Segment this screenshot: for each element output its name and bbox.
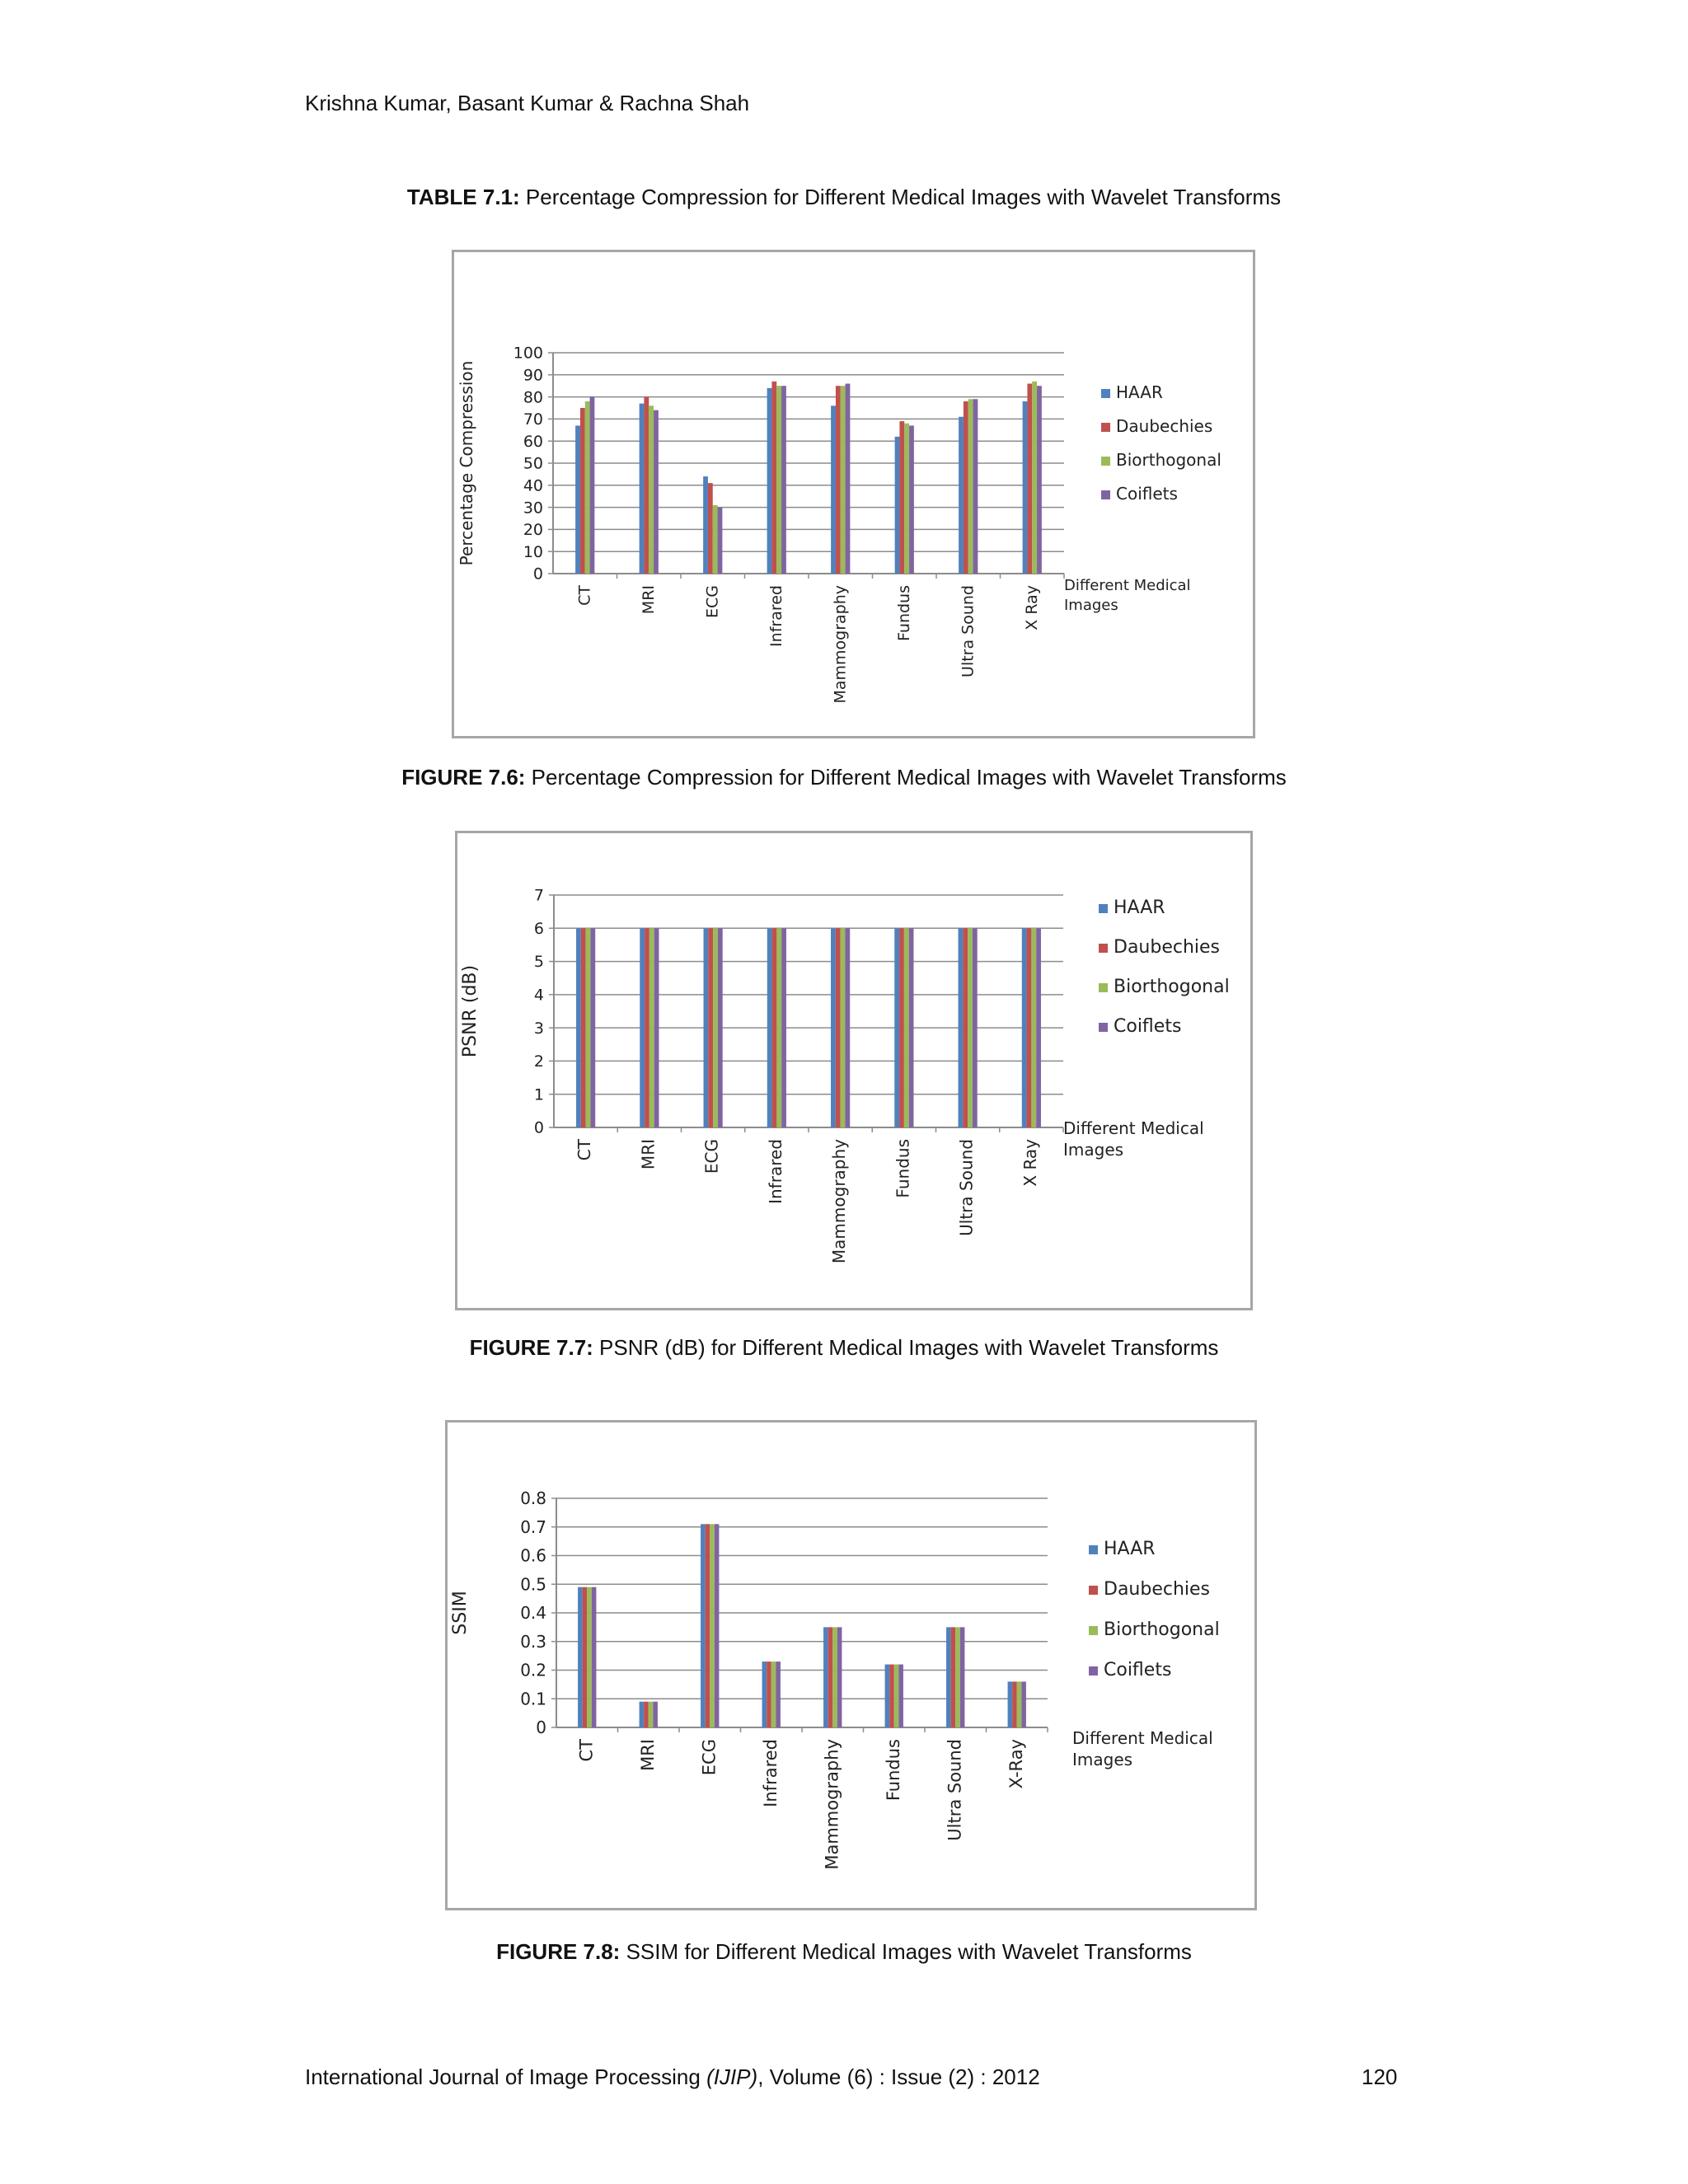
legend-swatch-biorthogonal [1089,1626,1098,1635]
x-axis-label-line: Images [1063,1140,1124,1160]
chart-ssim [445,1420,1257,1910]
chart-svg [457,833,1250,1308]
bar-ct-daubechies [580,408,585,574]
bar-ultra-sound-daubechies [963,928,968,1127]
x-category-label: Infrared [760,1739,781,1807]
x-axis-label-line: Different Medical [1063,1118,1204,1138]
bar-infrared-coiflets [781,386,786,574]
bar-x-ray-haar [1022,928,1027,1127]
x-category-label: Infrared [767,585,785,647]
bar-ct-haar [576,928,581,1127]
bar-ct-biorthogonal [587,1587,592,1727]
legend-label-haar: HAAR [1116,382,1163,402]
bar-ecg-daubechies [708,928,713,1127]
x-category-label: ECG [699,1739,720,1776]
bar-x-ray-biorthogonal [1031,928,1036,1127]
bar-ct-coiflets [592,1587,597,1727]
y-tick-label: 4 [533,986,544,1005]
y-tick-label: 0 [536,1718,546,1737]
bar-mammography-haar [831,405,836,574]
bar-ecg-haar [701,1524,706,1727]
chart-psnr [455,831,1253,1310]
figure-7-6-caption [0,765,1688,790]
figure-7-6-label: FIGURE 7.6: [401,765,526,790]
bar-x-ray-coiflets [1036,928,1041,1127]
x-category-label: ECG [701,1139,722,1174]
x-category-label: Ultra Sound [945,1739,965,1841]
legend-swatch-coiflets [1089,1666,1098,1675]
y-axis-label: Percentage Compression [457,360,476,566]
bar-fundus-daubechies [899,421,904,574]
running-header: Krishna Kumar, Basant Kumar & Rachna Shah [305,91,750,115]
legend-label-haar: HAAR [1104,1539,1156,1559]
bar-ct-haar [575,425,580,574]
y-tick-label: 70 [523,410,543,429]
bar-fundus-daubechies [899,928,904,1127]
bar-x-ray-daubechies [1012,1681,1017,1727]
legend-swatch-daubechies [1089,1586,1098,1595]
bar-fundus-biorthogonal [894,1665,899,1727]
x-axis-label [1072,1728,1213,1769]
bar-mri-daubechies [644,397,649,574]
y-tick-label: 0 [532,565,543,583]
bar-mri-coiflets [653,1702,658,1727]
bar-infrared-biorthogonal [776,386,781,574]
y-tick-label: 20 [523,521,543,540]
bar-infrared-coiflets [776,1661,781,1727]
x-category-label: Fundus [893,1139,913,1198]
bar-fundus-haar [894,928,899,1127]
bar-mammography-daubechies [836,928,841,1127]
bar-mri-daubechies [645,928,649,1127]
x-category-label: X Ray [1022,585,1041,630]
bar-ecg-biorthogonal [713,928,718,1127]
x-category-label: Mammography [822,1739,842,1870]
y-axis-label: SSIM [450,1591,471,1635]
x-category-label: CT [576,1739,597,1762]
bar-ct-haar [578,1587,583,1727]
bar-ecg-biorthogonal [710,1524,715,1727]
legend-label-coiflets: Coiflets [1104,1660,1172,1680]
x-category-label: MRI [639,585,658,615]
y-tick-label: 0.5 [520,1574,546,1595]
bar-mammography-biorthogonal [841,928,846,1127]
bar-infrared-daubechies [772,928,777,1127]
bar-ct-daubechies [583,1587,588,1727]
bar-ultra-sound-haar [946,1627,951,1727]
table-caption [0,185,1688,210]
bar-fundus-daubechies [889,1665,894,1727]
x-category-label: Infrared [765,1139,785,1204]
bar-ecg-coiflets [715,1524,720,1727]
y-tick-label: 90 [523,366,543,385]
y-tick-label: 40 [523,476,543,495]
x-axis-label [1064,577,1191,614]
page-number: 120 [1362,2064,1398,2089]
bar-ecg-coiflets [718,508,723,574]
legend-label-biorthogonal: Biorthogonal [1104,1619,1220,1640]
bar-ultra-sound-daubechies [964,401,968,574]
footer-journal-paren: ) [750,2064,758,2089]
bar-mri-biorthogonal [649,405,654,574]
legend-swatch-biorthogonal [1101,457,1110,466]
chart-svg [448,1422,1254,1908]
bar-ultra-sound-biorthogonal [955,1627,960,1727]
bar-ultra-sound-coiflets [973,399,978,574]
bar-mammography-daubechies [828,1627,833,1727]
legend-swatch-coiflets [1099,1023,1108,1032]
figure-7-8-caption [0,1939,1688,1965]
bar-infrared-haar [767,388,772,574]
bar-mammography-coiflets [845,928,850,1127]
bar-mri-daubechies [644,1702,649,1727]
y-tick-label: 2 [533,1052,544,1071]
bar-ultra-sound-biorthogonal [968,399,973,574]
legend-label-haar: HAAR [1114,898,1165,918]
bar-mammography-biorthogonal [841,386,846,574]
bar-x-ray-daubechies [1027,384,1032,574]
legend-swatch-haar [1099,904,1108,913]
bar-fundus-coiflets [898,1665,903,1727]
y-tick-label: 6 [533,919,544,938]
y-tick-label: 100 [513,344,543,363]
legend-swatch-daubechies [1099,944,1108,953]
y-tick-label: 10 [523,542,543,561]
legend-swatch-daubechies [1101,423,1110,432]
legend-label-daubechies: Daubechies [1104,1579,1211,1600]
x-category-label: Mammography [829,1139,850,1264]
bar-x-ray-daubechies [1027,928,1032,1127]
bar-x-ray-biorthogonal [1017,1681,1022,1727]
x-category-label: Ultra Sound [959,585,978,677]
x-category-label: MRI [638,1139,659,1170]
y-tick-label: 50 [523,454,543,473]
bar-infrared-daubechies [771,382,776,574]
bar-mri-haar [640,928,645,1127]
bar-mammography-coiflets [837,1627,842,1727]
bar-ultra-sound-haar [959,928,964,1127]
bar-mammography-haar [831,928,836,1127]
bar-ultra-sound-coiflets [960,1627,965,1727]
bar-infrared-daubechies [767,1661,771,1727]
table-caption-text: Percentage Compression for Different Medical Images with Wavelet Transforms [519,185,1282,209]
legend-label-daubechies: Daubechies [1114,937,1221,958]
bar-mri-biorthogonal [649,1702,654,1727]
y-tick-label: 1 [533,1085,544,1104]
table-caption-label: TABLE 7.1: [406,185,520,209]
bar-mri-haar [640,1702,645,1727]
y-tick-label: 0.1 [520,1689,546,1709]
bar-ecg-haar [703,476,708,574]
x-axis-label-line: Different Medical [1064,577,1191,594]
bar-x-ray-coiflets [1021,1681,1026,1727]
figure-7-7-label: FIGURE 7.7: [469,1335,593,1360]
bar-mri-haar [640,404,645,574]
legend-swatch-coiflets [1101,490,1110,499]
bar-mammography-haar [823,1627,828,1727]
y-tick-label: 0.7 [520,1516,546,1537]
footer-journal-post: , Volume (6) : Issue (2) : 2012 [757,2064,1040,2089]
x-axis-label-line: Images [1072,1750,1133,1769]
bar-ultra-sound-coiflets [973,928,978,1127]
bar-infrared-biorthogonal [771,1661,776,1727]
bar-x-ray-coiflets [1037,386,1042,574]
bar-ct-daubechies [581,928,586,1127]
y-tick-label: 3 [533,1019,544,1038]
bar-mri-biorthogonal [649,928,654,1127]
bar-mammography-biorthogonal [832,1627,837,1727]
x-axis-label-line: Different Medical [1072,1728,1213,1748]
bar-ultra-sound-haar [959,417,964,574]
legend-swatch-haar [1089,1545,1098,1554]
bar-ct-coiflets [590,928,595,1127]
legend-label-coiflets: Coiflets [1116,484,1178,504]
figure-7-8-label: FIGURE 7.8: [496,1939,621,1964]
bar-ct-biorthogonal [585,401,590,574]
bar-mammography-coiflets [846,384,851,574]
y-tick-label: 5 [533,953,544,972]
legend-label-biorthogonal: Biorthogonal [1116,450,1221,470]
bar-infrared-biorthogonal [776,928,781,1127]
legend-swatch-biorthogonal [1099,983,1108,992]
figure-7-7-text: PSNR (dB) for Different Medical Images with Wavelet Transforms [593,1335,1219,1360]
x-axis-label [1063,1118,1204,1160]
figure-7-8-text: SSIM for Different Medical Images with Wavelet Transforms [620,1939,1192,1964]
bar-ultra-sound-daubechies [951,1627,956,1727]
bar-ct-coiflets [590,397,595,574]
x-category-label: CT [575,585,594,606]
bar-infrared-haar [762,1661,767,1727]
y-tick-label: 0.2 [520,1660,546,1680]
chart-svg [454,252,1253,736]
bar-x-ray-haar [1008,1681,1013,1727]
x-category-label: Mammography [831,585,850,704]
bar-ecg-daubechies [706,1524,710,1727]
figure-7-7-caption [0,1335,1688,1361]
footer-journal-abbr: (IJIP [706,2064,751,2089]
y-tick-label: 0.8 [520,1488,546,1508]
y-tick-label: 30 [523,499,543,518]
y-tick-label: 7 [533,886,544,905]
x-category-label: CT [574,1139,595,1161]
bar-fundus-coiflets [909,425,914,574]
x-category-label: Fundus [883,1739,903,1802]
legend-label-biorthogonal: Biorthogonal [1114,977,1230,997]
footer-journal [305,2064,1040,2090]
footer-journal-pre: International Journal of Image Processing [305,2064,707,2089]
x-category-label: MRI [637,1739,658,1771]
bar-fundus-biorthogonal [904,928,909,1127]
x-category-label: ECG [703,585,722,618]
legend-swatch-haar [1101,389,1110,398]
y-tick-label: 60 [523,432,543,451]
y-axis-label: PSNR (dB) [460,964,481,1058]
y-tick-label: 0.3 [520,1631,546,1652]
bar-mri-coiflets [654,410,659,574]
bar-x-ray-haar [1023,401,1028,574]
bar-x-ray-biorthogonal [1032,382,1037,574]
legend-label-coiflets: Coiflets [1114,1016,1182,1037]
x-axis-label-line: Images [1064,597,1118,614]
bar-fundus-haar [895,437,900,574]
bar-ecg-haar [704,928,709,1127]
bar-infrared-coiflets [781,928,786,1127]
bar-fundus-biorthogonal [904,424,909,574]
y-tick-label: 80 [523,388,543,407]
x-category-label: X Ray [1020,1139,1040,1187]
y-tick-label: 0 [533,1118,544,1137]
x-category-label: Fundus [894,585,913,641]
x-category-label: Ultra Sound [956,1139,977,1236]
bar-fundus-coiflets [909,928,914,1127]
bar-mammography-daubechies [836,386,841,574]
bar-ultra-sound-biorthogonal [968,928,973,1127]
bar-ecg-daubechies [708,483,713,574]
chart-compression [452,250,1255,738]
bar-ecg-coiflets [718,928,723,1127]
bar-mri-coiflets [654,928,659,1127]
bar-ct-biorthogonal [586,928,591,1127]
bar-infrared-haar [767,928,772,1127]
y-tick-label: 0.4 [520,1603,546,1623]
bar-fundus-haar [885,1665,890,1727]
x-category-label: X-Ray [1006,1739,1026,1789]
y-tick-label: 0.6 [520,1545,546,1566]
figure-7-6-text: Percentage Compression for Different Medical Images with Wavelet Transforms [525,765,1287,790]
legend-label-daubechies: Daubechies [1116,416,1213,436]
bar-ecg-biorthogonal [713,505,718,574]
